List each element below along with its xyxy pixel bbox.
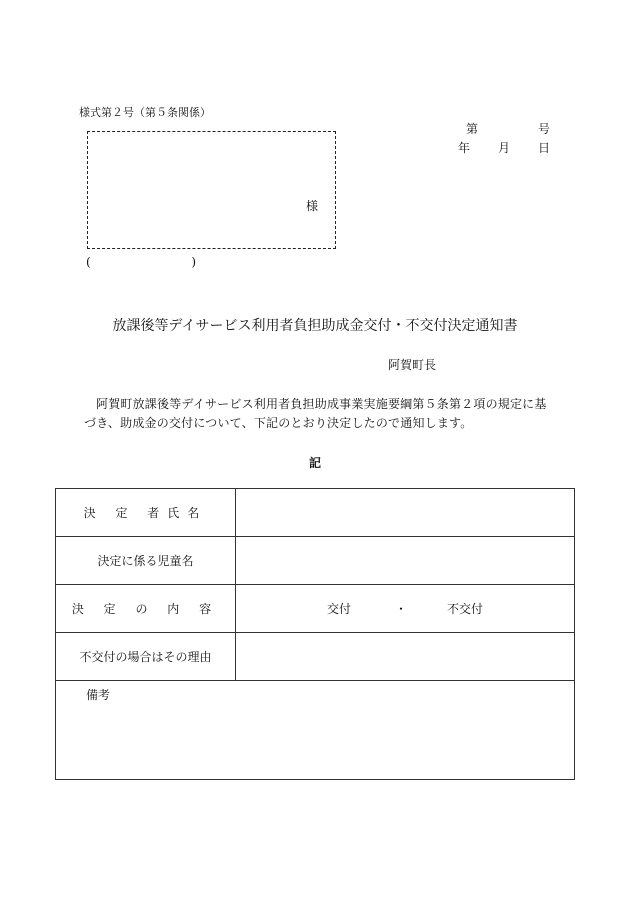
- issuer: 阿賀町長: [388, 358, 437, 372]
- addressee-box[interactable]: [87, 131, 336, 249]
- non-grant-reason-label: 不交付の場合はその理由: [56, 633, 236, 680]
- child-name-label: 決定に係る児童名: [56, 537, 236, 584]
- document-number: [466, 120, 550, 137]
- decision-content-label: 決 定 の 内 容: [56, 585, 236, 632]
- table-row: [56, 537, 574, 585]
- doc-no-prefix: 第: [466, 122, 479, 136]
- ki-heading: 記: [308, 456, 321, 470]
- doc-no-suffix: 号: [537, 122, 550, 136]
- document-date: [458, 139, 550, 156]
- paren-open: (: [86, 255, 91, 269]
- decision-table: [55, 488, 575, 780]
- decided-person-name-field[interactable]: [236, 489, 574, 536]
- document-title: 放課後等デイサービス利用者負担助成金交付・不交付決定通知書: [112, 318, 518, 334]
- decided-person-name-label: 決 定 者氏名: [56, 489, 236, 536]
- table-row: [56, 585, 574, 633]
- table-row: [56, 633, 574, 681]
- child-name-field[interactable]: [236, 537, 574, 584]
- remarks-label: 備考: [86, 688, 111, 702]
- date-year: 年: [458, 141, 471, 155]
- body-text: 阿賀町放課後等デイサービス利用者負担助成事業実施要綱第５条第２項の規定に基づき、助成金の交付について、下記のとおり決定したので通知します。: [84, 397, 547, 430]
- table-row: [56, 489, 574, 537]
- addressee-parenthesis: [86, 255, 196, 269]
- date-day: 日: [537, 141, 550, 155]
- option-non-grant[interactable]: 不交付: [447, 602, 484, 616]
- option-separator: ・: [394, 602, 407, 616]
- addressee-honorific: 様: [306, 199, 319, 213]
- non-grant-reason-field[interactable]: [236, 633, 574, 680]
- date-month: 月: [497, 141, 510, 155]
- form-number: 様式第２号（第５条関係）: [79, 106, 211, 119]
- option-grant[interactable]: 交付: [326, 602, 351, 616]
- decision-content-field: [236, 585, 574, 632]
- paren-close: ): [191, 255, 196, 269]
